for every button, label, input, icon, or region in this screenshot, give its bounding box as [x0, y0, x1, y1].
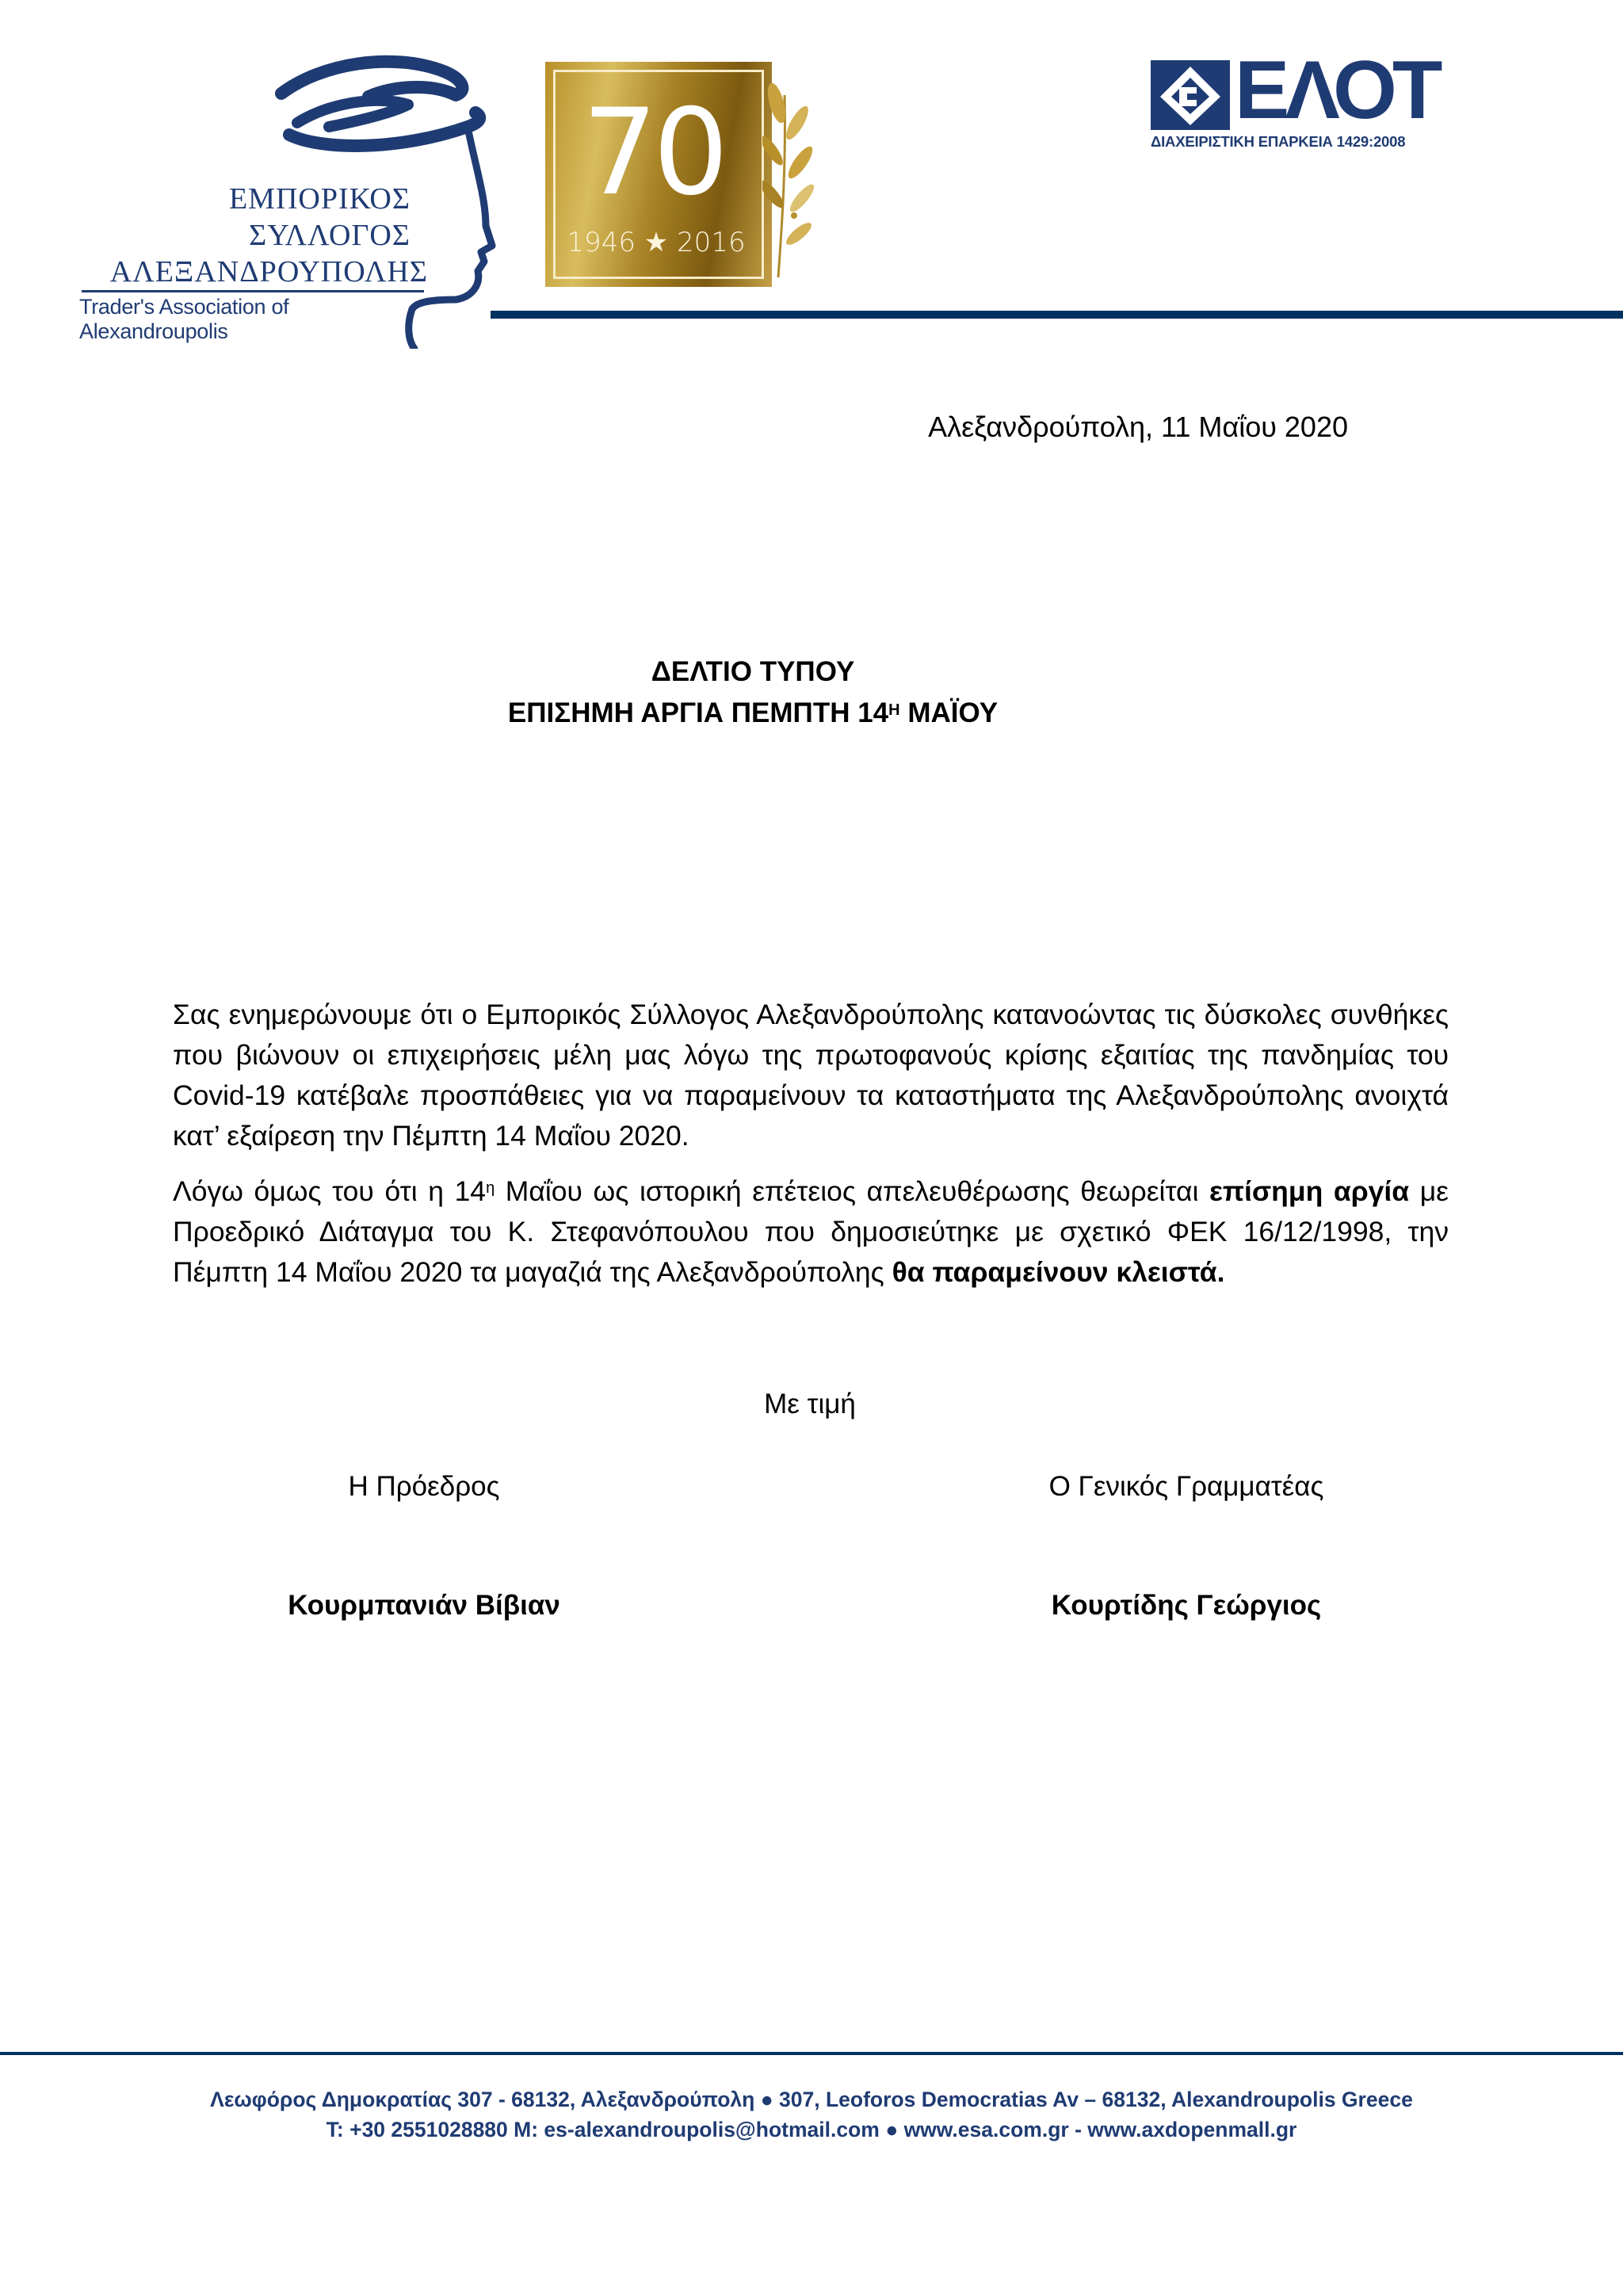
title-line-1: ΔΕΛΤΙΟ ΤΥΠΟΥ [651, 656, 855, 687]
association-name-line-2: ΣΥΛΛΟΓΟΣ [249, 219, 411, 252]
association-name-underline [82, 290, 424, 292]
association-name-line-1: ΕΜΠΟΡΙΚΟΣ [228, 182, 411, 216]
anniversary-years: 1946 ★ 2016 [567, 227, 746, 258]
elot-subtitle: ΔΙΑΧΕΙΡΙΣΤΙΚΗ ΕΠΑΡΚΕΙΑ 1429:2008 [1151, 133, 1406, 150]
body-paragraph-2 [173, 1171, 1449, 1293]
elot-brand: ΕΛΟΤ [1235, 44, 1438, 136]
anniversary-badge [545, 62, 772, 287]
signatory-2-title: Ο Γενικός Γραμματέας [1048, 1471, 1324, 1502]
paragraph-2-ordinal: η [486, 1179, 495, 1197]
paragraph-2-text-c: με Προεδρικό Διάταγμα του Κ. Στεφανόπουλου που δημοσιεύτηκε με σχετικό ΦΕΚ 16/12/1998, την Πέμπτη 14 Μαΐου 2020 τα μαγαζιά της Αλεξανδρούπολης [173, 1175, 1449, 1288]
signatory-1-name: Κουρμπανιάν Βίβιαν [288, 1590, 560, 1621]
press-release-title [317, 651, 1189, 734]
title-line-2-month: ΜΑΪΟΥ [899, 697, 999, 728]
closing-salutation: Με τιμή [764, 1389, 856, 1419]
laurel-branch-icon [762, 79, 818, 285]
body-paragraph-1: Σας ενημερώνουμε ότι ο Εμπορικός Σύλλογος Αλεξανδρούπολης κατανοώντας τις δύσκολες συνθήκες που βιώνουν οι επιχειρήσεις μέλη μας λόγω της πρωτοφανούς κρίσης εξαιτίας της πανδημίας του Covid-19 κατέβαλε προσπάθειες για να παραμείνουν τα καταστήματα της Αλεξανδρούπολης ανοιχτά κατ’ εξαίρεση την Πέμπτη 14 Μαΐου 2020. [173, 999, 1449, 1152]
title-line-2-text: ΕΠΙΣΗΜΗ ΑΡΓΙΑ ΠΕΜΠΤΗ 14 [507, 697, 889, 728]
signatory-1-title: Η Πρόεδρος [348, 1471, 500, 1502]
association-name-line-3: ΑΛΕΞΑΝΔΡΟΥΠΟΛΗΣ [109, 255, 428, 288]
anniversary-number: 70 [582, 84, 724, 222]
elot-certification-logo [1151, 44, 1438, 155]
association-name-greek [79, 181, 428, 290]
title-ordinal-superscript: Η [888, 701, 900, 719]
paragraph-2-text-b: Μαΐου ως ιστορική επέτειος απελευθέρωσης θεωρείται [495, 1175, 1209, 1207]
footer-contact: T: +30 2551028880 M: es-alexandroupolis@hotmail.com ● www.esa.com.gr - www.axdopenmall.gr [326, 2118, 1297, 2141]
paragraph-2-bold-closed: θα παραμείνουν κλειστά. [892, 1256, 1225, 1288]
title-line-2 [317, 693, 1189, 734]
letterhead [0, 0, 1623, 343]
footer-divider [0, 2052, 1623, 2055]
signatory-2-name: Κουρτίδης Γεώργιος [1051, 1590, 1322, 1621]
elot-mark-icon [1151, 60, 1230, 130]
paragraph-2-text-a: Λόγω όμως του ότι η 14 [173, 1175, 487, 1207]
header-divider [491, 311, 1623, 319]
paragraph-2-bold-official-holiday: επίσημη αργία [1209, 1175, 1410, 1207]
date-line: Αλεξανδρούπολη, 11 Μαΐου 2020 [928, 411, 1348, 443]
footer-address: Λεωφόρος Δημοκρατίας 307 - 68132, Αλεξανδρούπολη ● 307, Leoforos Democratias Av – 68132, Alexandroupolis Greece [210, 2088, 1413, 2111]
association-name-english: Trader's Association of Alexandroupolis [79, 295, 289, 343]
